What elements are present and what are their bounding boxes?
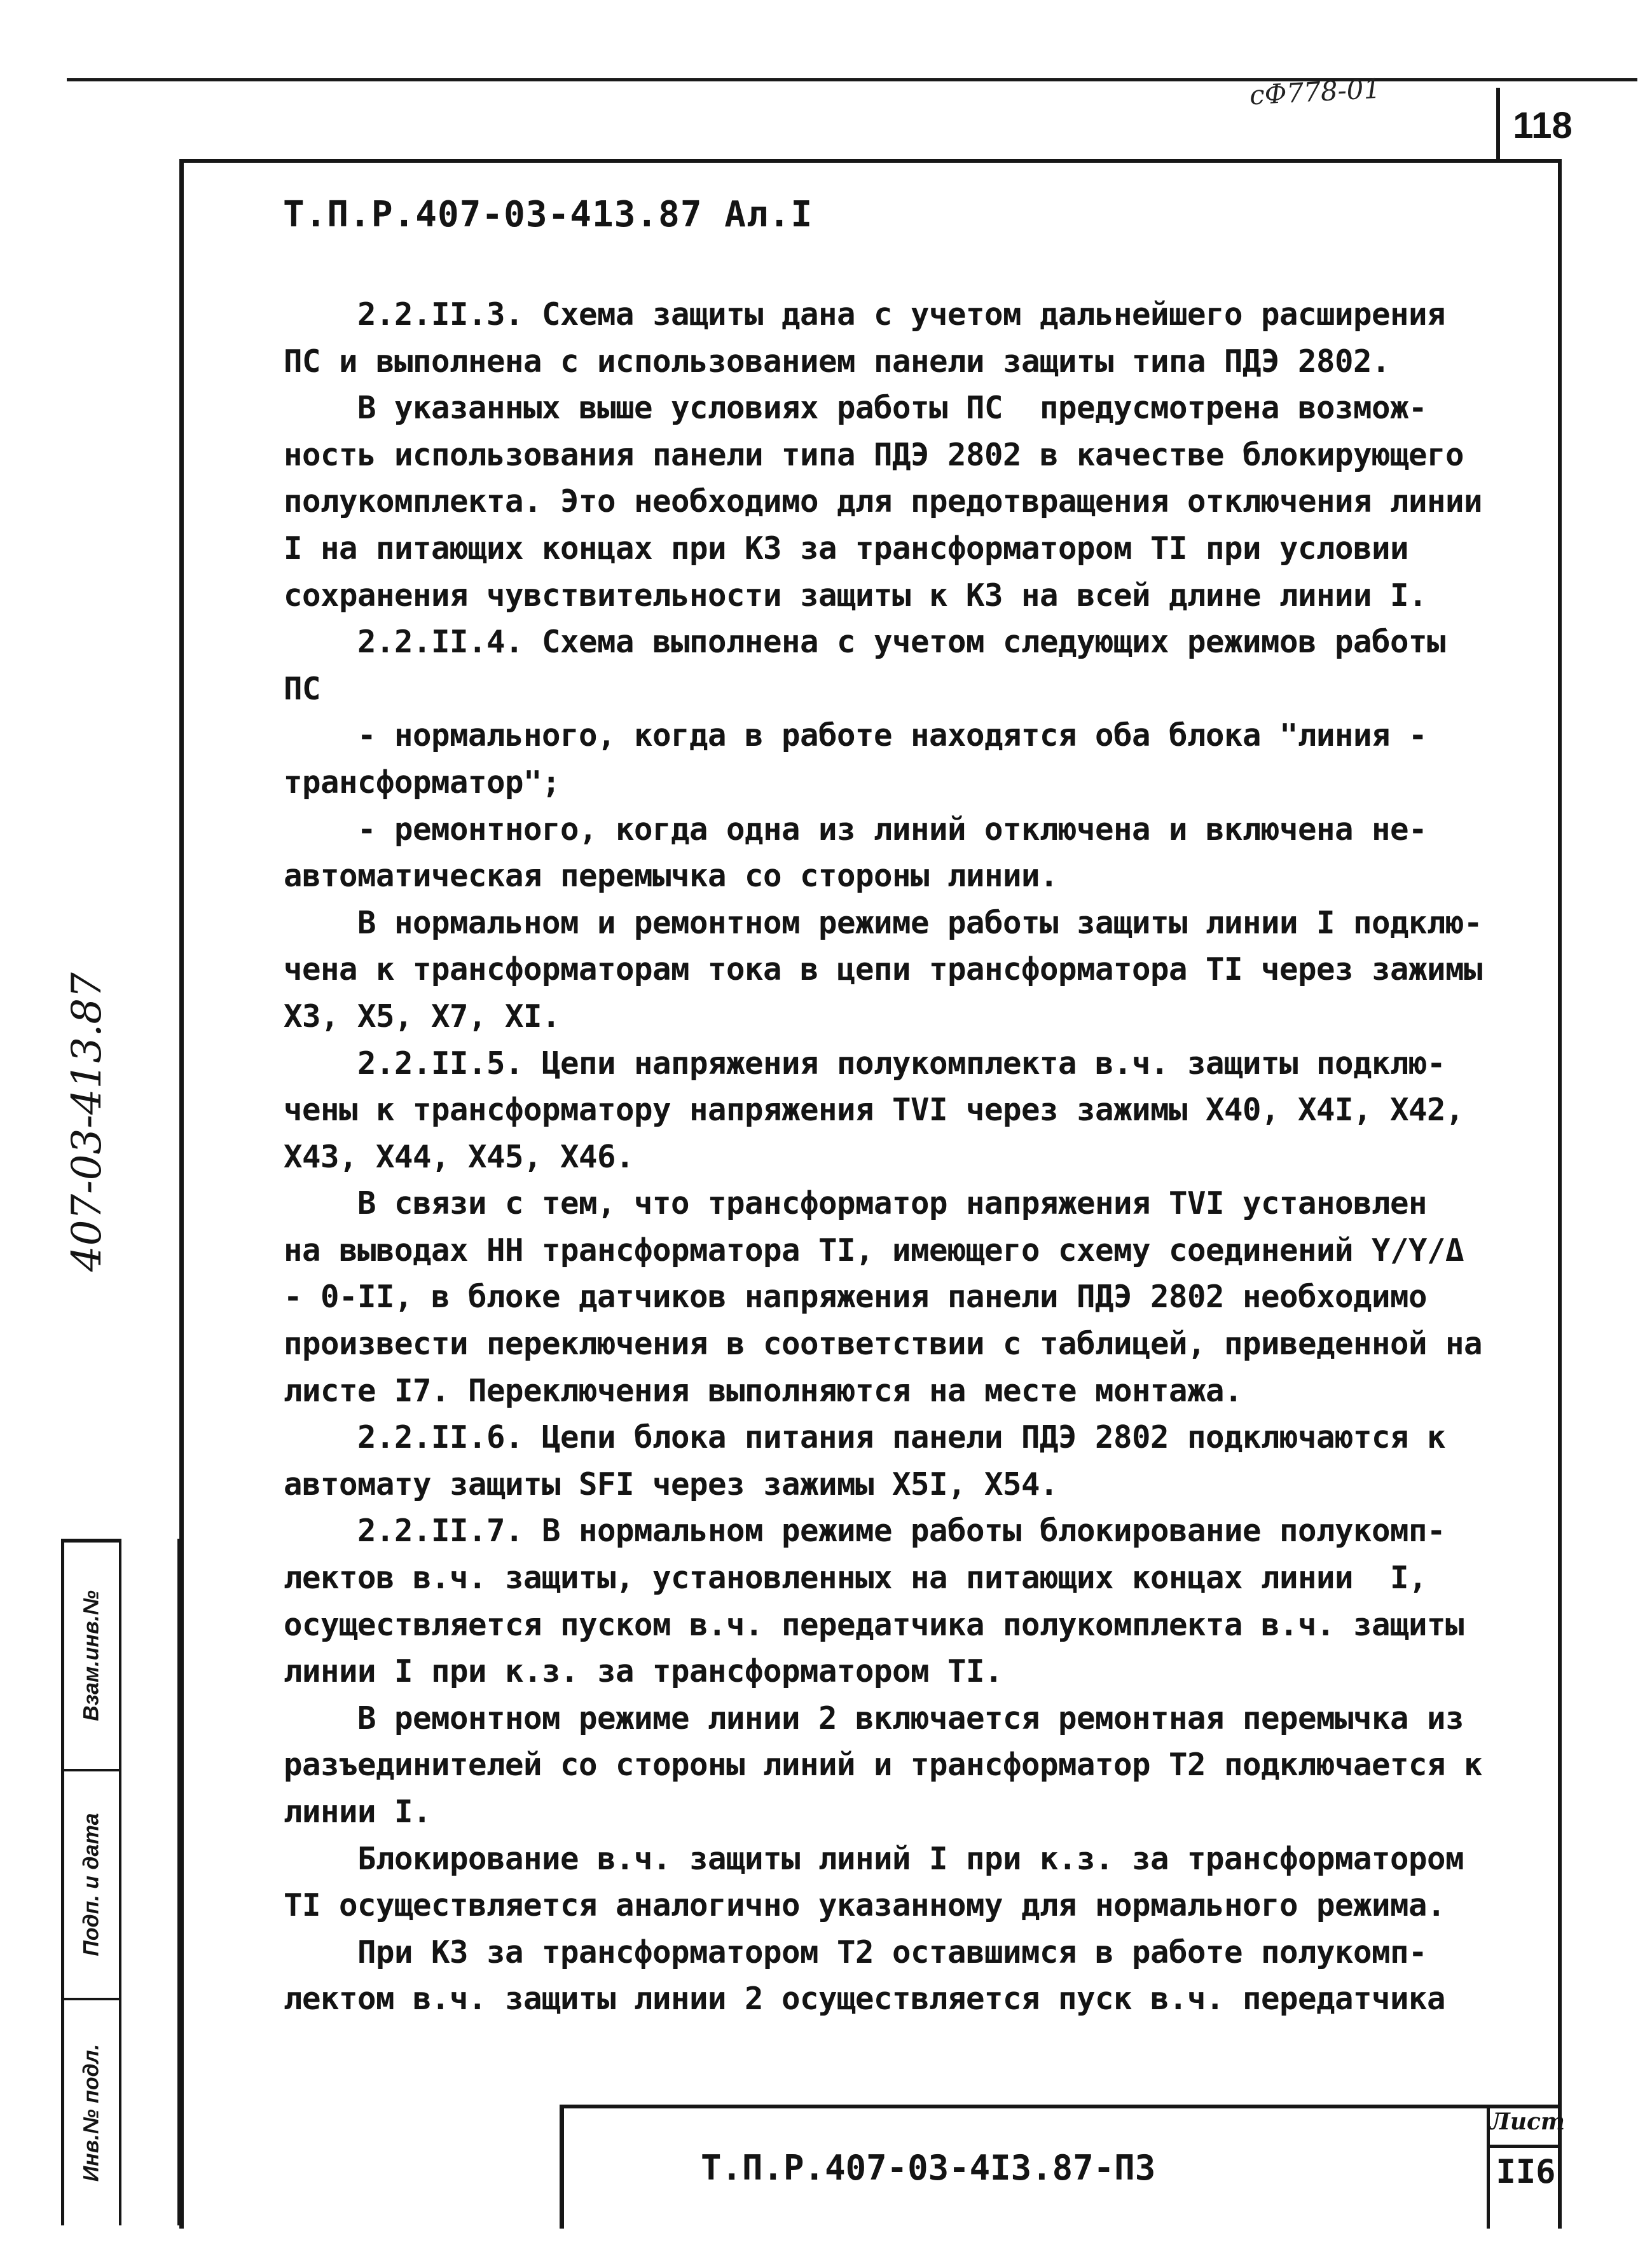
text-line: ность использования панели типа ПДЭ 2802 в качестве блокирующего — [284, 436, 1464, 473]
text-line: Х3, Х5, Х7, ХI. — [284, 998, 561, 1034]
sheet-label: Лист — [1490, 2108, 1562, 2148]
text-line: В указанных выше условиях работы ПС предусмотрена возмож- — [284, 390, 1428, 427]
top-sheet-number: 118 — [1496, 88, 1585, 163]
text-line: I на питающих концах при КЗ за трансформатором ТI при условии — [284, 530, 1409, 567]
text-line: В связи с тем, что трансформатор напряжения ТVI установлен — [284, 1185, 1428, 1222]
text-line: В нормальном и ремонтном режиме работы защиты линии I подклю- — [284, 904, 1483, 941]
text-line: произвести переключения в соответствии с таблицей, приведенной на — [284, 1326, 1483, 1363]
top-rule — [67, 78, 1637, 81]
text-line: осуществляется пуском в.ч. передатчика полукомплекта в.ч. защиты — [284, 1606, 1464, 1643]
text-line: 2.2.II.5. Цепи напряжения полукомплекта в.ч. защиты подклю- — [284, 1045, 1446, 1082]
text-line: линии I при к.з. за трансформатором ТI. — [284, 1653, 1003, 1690]
stamp-divider — [121, 1539, 180, 2225]
text-line: автоматическая перемычка со стороны линии. — [284, 858, 1059, 895]
text-line: лектов в.ч. защиты, установленных на питающих концах линии I, — [284, 1560, 1428, 1597]
text-line: линии I. — [284, 1794, 432, 1830]
stamp-strip — [61, 1539, 121, 2225]
text-line: листе I7. Переключения выполняются на месте монтажа. — [284, 1372, 1243, 1409]
text-line: чена к трансформаторам тока в цепи трансформатора ТI через зажимы — [284, 951, 1483, 988]
text-line: 2.2.II.6. Цепи блока питания панели ПДЭ 2802 подключаются к — [284, 1419, 1446, 1456]
text-line: Х43, Х44, Х45, Х46. — [284, 1138, 635, 1175]
text-line: 2.2.II.4. Схема выполнена с учетом следующих режимов работы — [284, 624, 1446, 661]
text-line: чены к трансформатору напряжения ТVI через зажимы Х40, Х4I, Х42, — [284, 1092, 1464, 1129]
text-line: лектом в.ч. защиты линии 2 осуществляется пуск в.ч. передатчика — [284, 1981, 1446, 2017]
text-line: ПС и выполнена с использованием панели защиты типа ПДЭ 2802. — [284, 343, 1391, 380]
text-line: на выводах НН трансформатора ТI, имеющего схему соединений Y/Y/Δ — [284, 1232, 1464, 1268]
text-line: 2.2.II.3. Схема защиты дана с учетом дальнейшего расширения — [284, 296, 1446, 333]
text-line: ТI осуществляется аналогично указанному для нормального режима. — [284, 1887, 1446, 1924]
title-block — [560, 2105, 1566, 2229]
text-line: - 0-II, в блоке датчиков напряжения панели ПДЭ 2802 необходимо — [284, 1279, 1428, 1316]
text-line: разъединителей со стороны линий и трансформатор Т2 подключается к — [284, 1747, 1483, 1783]
stamp-cell-replaced-inv: Взам.инв.№ — [64, 1543, 119, 1771]
sheet-number: II6 — [1496, 2153, 1556, 2191]
title-block-code: Т.П.Р.407-03-4I3.87-ПЗ — [701, 2148, 1156, 2188]
text-line: Блокирование в.ч. защиты линий I при к.з. за трансформатором — [284, 1840, 1464, 1877]
stamp-cell-original-inv: Инв.№ подл. — [79, 2044, 104, 2182]
stamp-cell-signature-date: Подп. и дата — [64, 1771, 119, 2000]
sheet-cell — [1487, 2108, 1566, 2229]
text-line: трансформатор"; — [284, 764, 561, 801]
text-line: - ремонтного, когда одна из линий отключена и включена не- — [284, 811, 1428, 848]
archive-code: сФ778-01 — [1248, 72, 1382, 111]
text-line: При КЗ за трансформатором Т2 оставшимся в работе полукомп- — [284, 1934, 1428, 1970]
body-text — [284, 291, 1549, 2023]
text-line: В ремонтном режиме линии 2 включается ремонтная перемычка из — [284, 1700, 1464, 1736]
text-line: автомату защиты SFI через зажимы Х5I, Х54. — [284, 1466, 1059, 1502]
text-line: сохранения чувствительности защиты к КЗ на всей длине линии I. — [284, 577, 1428, 614]
text-line: - нормального, когда в работе находятся оба блока "линия - — [284, 717, 1428, 754]
text-line: полукомплекта. Это необходимо для предотвращения отключения линии — [284, 483, 1483, 520]
document-header: Т.П.Р.407-03-413.87 Ал.I — [283, 194, 813, 235]
text-line: 2.2.II.7. В нормальном режиме работы блокирование полукомп- — [284, 1513, 1446, 1550]
text-line: ПС — [284, 670, 321, 707]
side-document-code: 407-03-413.87 — [64, 972, 111, 1272]
